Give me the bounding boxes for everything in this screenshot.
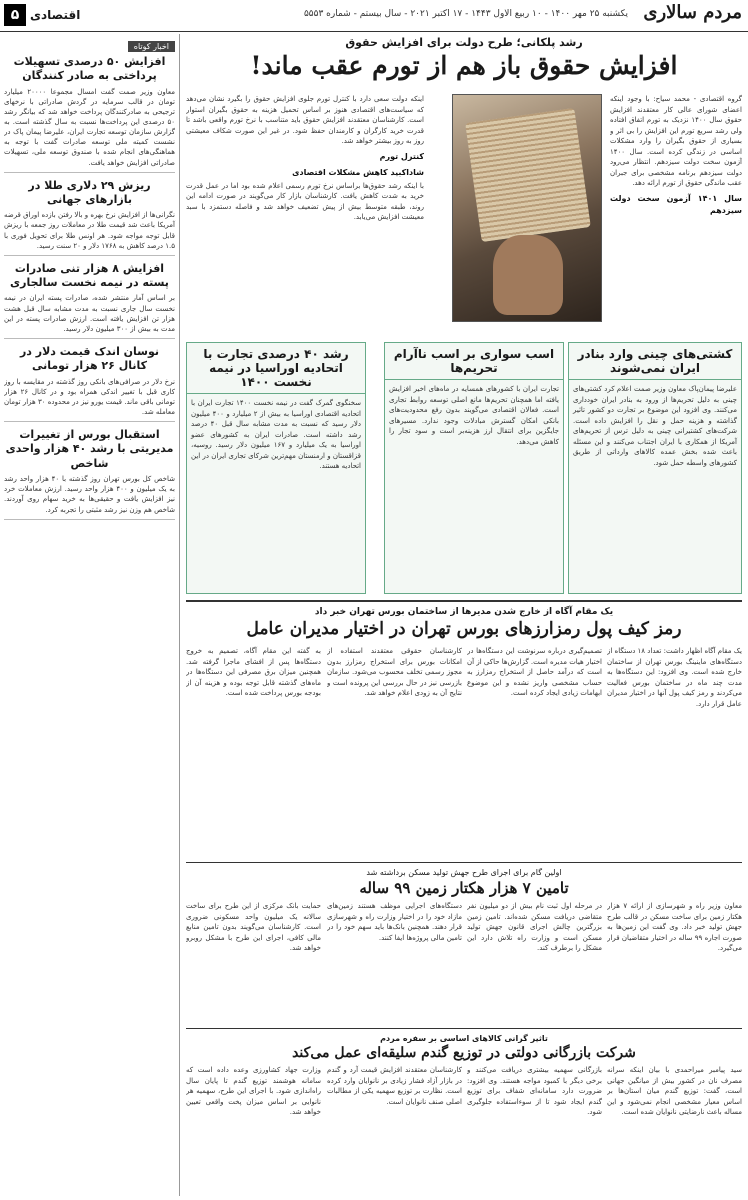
boxed-story-body: سخنگوی گمرک گفت در نیمه نخست ۱۴۰۰ تجارت ایران با اتحادیه اقتصادی اوراسیا به بیش از ۲ میلیارد و ۴۰۰ میلیون دلار رسید که نسبت به مدت مشابه سال قبل ۴۰ درصد رشد داشته است. صادرات ایران به کشورهای عضو اوراسیا به یک میلیارد و ۱۶۷ میلیون دلار رسید. روسیه، قزاقستان و ارمنستان مهم‌ترین شرکای تجاری ایران در این اتحادیه هستند. (191, 399, 362, 470)
page-number: ۵ (4, 4, 26, 26)
lead-byline: شاداکبید کاهش مشکلات اقتصادی (292, 167, 424, 177)
story-column: حمایت بانک مرکزی از این طرح برای ساخت سالانه یک میلیون واحد مسکونی ضروری است. کارشناسان می‌گویند بدون تامین منابع مالی کافی، اجرای این طرح با مشکل روبرو خواهد شد. (186, 902, 321, 952)
story-column: کارشناسان معتقدند افزایش قیمت آرد و گندم در بازار آزاد فشار زیادی بر نانوایان وارد کرده است. نظارت بر توزیع سهمیه یکی از مطالبات اصلی صنف نانوایان است. (327, 1066, 462, 1106)
story-columns (186, 646, 742, 855)
boxed-story-title: کشتی‌های چینی وارد بنادر ایران نمی‌شوند (569, 343, 741, 380)
lead-column-right (610, 94, 742, 264)
story-column: تصمیم‌گیری درباره سرنوشت این دستگاه‌ها در اختیار هیات مدیره است. گزارش‌ها حاکی از آن است که درآمد حاصل از استخراج رمزارز به حساب مشخصی واریز نشده و این موضوع ابهامات زیادی ایجاد کرده است. (467, 647, 602, 697)
lead-headline[interactable]: افزایش حقوق باز هم از تورم عقب ماند! (250, 51, 678, 80)
story-headline[interactable]: شرکت بازرگانی دولتی در توزیع گندم سلیقه‌ای عمل می‌کند (292, 1045, 636, 1061)
banknote-stack-image (465, 108, 591, 242)
boxed-story-china-ships[interactable] (568, 342, 742, 594)
sidebar-story-title: افزایش ۵۰ درصدی تسهیلات پرداختی به صادر کنندگان (13, 55, 166, 83)
hand-image (493, 235, 563, 315)
story-headline[interactable]: تامین ۷ هزار هکتار زمین ۹۹ ساله (359, 879, 569, 897)
sidebar-tag: اخبار کوتاه (128, 41, 175, 52)
lead-body-text: با اینکه رشد حقوق‌ها براساس نرخ تورم رسمی اعلام شده بود اما در عمل قدرت خرید به شدت کاهش یافت. کارشناسان بازار کار می‌گویند در صورت ادامه این روند، طبقه متوسط بیش از پیش تضعیف خواهد شد و فاصله دستمزد با سبد معیشت افزایش می‌یابد. (186, 181, 424, 221)
sidebar-story-title: نوسان اندک قیمت دلار در کانال ۲۶ هزار تومانی (19, 345, 160, 373)
story-column: کارشناسان حقوقی معتقدند استفاده از امکانات بورس برای استخراج رمزارز بدون مجوز رسمی تخلف محسوب می‌شود. سازمان بازرسی نیز در حال بررسی این پرونده است و نتایج آن به زودی اعلام خواهد شد. (327, 647, 462, 697)
boxed-story-eurasia[interactable] (186, 342, 366, 594)
story-column: یک مقام آگاه اظهار داشت: تعداد ۱۸ دستگاه از دستگاه‌های ماینینگ بورس تهران از ساختمان خارج شده است. وی افزود: این دستگاه‌ها به مدت چند ماه در ساختمان بورس فعالیت می‌کردند و رمز کیف پول آنها در اختیار مدیران عامل قرار دارد. (607, 647, 742, 708)
boxed-story-title: اسب سواری بر اسب ناآرام تحریم‌ها (385, 343, 563, 380)
story-kicker: تاثیر گرانی کالاهای اساسی بر سفره مردم (380, 1034, 548, 1043)
sidebar-story[interactable] (4, 55, 175, 173)
sidebar-story-body: معاون وزیر صمت گفت امسال مجموعا ۲۰۰۰۰ میلیارد تومان در قالب سرمایه در گردش صادراتی با نرخهای ترجیحی به صادرکنندگان پرداخت خواهد شد که بیانگر رشد ۵۰ درصدی این پرداخت‌ها نسبت به سال گذشته است. به گزارش سازمان توسعه تجارت ایران، علیرضا پیمان پاک در نشست کمیته ملی توسعه صادرات گفت با توجه به هماهنگی‌های انجام شده با صندوق توسعه ملی، تسهیلات صادراتی افزایش خواهد یافت. (4, 87, 175, 167)
story-kicker: اولین گام برای اجرای طرح جهش تولید مسکن برداشته شد (366, 868, 562, 877)
lead-kicker: رشد پلکانی؛ طرح دولت برای افزایش حقوق (345, 36, 583, 49)
boxed-story-sanctions[interactable] (384, 342, 564, 594)
story-column: معاون وزیر راه و شهرسازی از ارائه ۷ هزار هکتار زمین برای ساخت مسکن در قالب طرح جهش تولید خبر داد. وی گفت این زمین‌ها به صورت اجاره ۹۹ ساله در اختیار متقاضیان قرار می‌گیرد. (607, 902, 742, 952)
section-title: اقتصادی (30, 8, 81, 22)
boxed-story-body: علیرضا پیمان‌پاک معاون وزیر صمت اعلام کرد کشتی‌های چینی به دلیل تحریم‌ها از ورود به بنادر ایران خودداری می‌کنند. وی افزود این موضوع بر تجارت دو کشور تاثیر گذاشته و هزینه حمل و نقل را افزایش داده است. شرکت‌های کشتیرانی چینی به دلیل ترس از تحریم‌های آمریکا از همکاری با ایران اجتناب می‌کنند و این مسئله باعث شده بخش عمده کالاهای وارداتی از طریق کشورهای واسطه حمل شود. (573, 385, 737, 467)
crypto-story[interactable] (186, 600, 742, 855)
sidebar-story[interactable] (4, 428, 175, 519)
sidebar-story[interactable] (4, 345, 175, 422)
story-column: در مرحله اول ثبت نام بیش از دو میلیون نفر متقاضی دریافت مسکن شده‌اند. تامین زمین بزرگترین چالش اجرای قانون جهش تولید مسکن است و وزارت راه تلاش دارد این مشکل را برطرف کند. (467, 902, 602, 952)
boxed-story-title: رشد ۴۰ درصدی تجارت با اتحادیه اوراسیا در نیمه نخست ۱۴۰۰ (187, 343, 365, 394)
sidebar-story[interactable] (4, 179, 175, 256)
story-column: وزارت جهاد کشاورزی وعده داده است که سامانه هوشمند توزیع گندم تا پایان سال راه‌اندازی شود. با اجرای این طرح، سهمیه هر نانوایی بر اساس میزان پخت واقعی تعیین خواهد شد. (186, 1066, 321, 1116)
sidebar-story-body: نرخ دلار در صرافی‌های بانکی روز گذشته در مقایسه با روز کاری قبل با تغییر اندکی همراه بود و در کانال ۲۶ هزار تومانی باقی ماند. قیمت یورو نیز در محدوده ۳۰ هزار تومان معامله شد. (4, 377, 176, 417)
story-column: بازرگانی سهمیه بیشتری دریافت می‌کنند و برخی دیگر با کمبود مواجه هستند. وی افزود: ضرورت دارد سامانه‌ای شفاف برای توزیع گندم ایجاد شود تا از سوءاستفاده جلوگیری شود. (467, 1066, 602, 1116)
news-sidebar (4, 34, 180, 1196)
sidebar-story-title: ریزش ۲۹ دلاری طلا در بازارهای جهانی (28, 178, 151, 207)
lead-subheading: سال ۱۴۰۱ آزمون سخت دولت سیزدهم (610, 193, 742, 215)
lead-story[interactable] (186, 34, 742, 264)
story-columns (186, 1065, 742, 1196)
sidebar-story-title: استقبال بورس از تغییرات مدیریتی با رشد ۴۰ هزار واحدی شاخص (5, 428, 174, 470)
story-columns (186, 901, 742, 1022)
sidebar-story-body: بر اساس آمار منتشر شده، صادرات پسته ایران در نیمه نخست سال جاری نسبت به مدت مشابه سال قبل هشت هزار تن افزایش یافته است. ارزش صادرات پسته در این مدت به بیش از ۳۰۰ میلیون دلار رسید. (4, 294, 175, 333)
money-stack-photo (452, 94, 602, 322)
sidebar-story[interactable] (4, 262, 175, 339)
lead-column-left (186, 94, 424, 264)
story-kicker: یک مقام آگاه از خارج شدن مدیرها از ساختمان بورس تهران خبر داد (314, 607, 614, 617)
lead-columns (186, 94, 742, 264)
housing-story[interactable] (186, 862, 742, 1022)
lead-body-text: گروه اقتصادی - محمد سیاح: با وجود اینکه اعضای شورای عالی کار معتقدند افزایش حقوق سال ۱۴۰۰ نزدیک به تورم اتفاق افتاده ولی رشد سریع تورم این افزایش را بی اثر و بسیاری از حقوق بگیران را وارد مشکلات اساسی در زندگی کرده است. سال ۱۴۰۰ آزمون سخت دولت سیزدهم. انتظار می‌رود دولت سیزدهم برنامه مشخصی برای جبران عقب ماندگی حقوق از تورم ارائه دهد. (610, 95, 742, 187)
story-column: به گفته این مقام آگاه، تصمیم به خروج دستگاه‌ها پس از افشای ماجرا گرفته شد. همچنین میزان برق مصرفی این دستگاه‌ها در ماه‌های گذشته قابل توجه بوده و هزینه آن از بودجه بورس پرداخت شده است. (186, 647, 321, 697)
story-headline[interactable]: رمز کیف پول رمزارزهای بورس تهران در اختیار مدیران عامل (246, 619, 682, 639)
lead-body-text: اینکه دولت سعی دارد با کنترل تورم جلوی افزایش حقوق را بگیرد نشان می‌دهد که سیاست‌های اقتصادی هنوز بر اساس تحمیل هزینه به حقوق بگیران استوار است. کارشناسان معتقدند افزایش حقوق باید متناسب با نرخ تورم واقعی باشد تا قدرت خرید کارگران و کارمندان حفظ شود. در غیر این صورت شکاف معیشتی روز به روز بیشتر خواهد شد. (186, 95, 424, 145)
story-column: دستگاه‌های اجرایی موظف هستند زمین‌های مازاد خود را در اختیار وزارت راه و شهرسازی قرار دهند. همچنین بانک‌ها باید سهم خود را در تامین مالی پروژه‌ها ایفا کنند. (327, 902, 462, 942)
dateline: یکشنبه ۲۵ مهر ۱۴۰۰ - ۱۰ ربیع الاول ۱۴۴۳ - ۱۷ اکتبر ۲۰۲۱ - سال بیستم - شماره ۵۵۵۳ (303, 9, 628, 19)
sidebar-story-title: افزایش ۸ هزار تنی صادرات پسته در نیمه نخست سالجاری (10, 261, 169, 290)
newspaper-logo: مردم سالاری (643, 2, 742, 23)
masthead (0, 0, 748, 32)
wheat-story[interactable] (186, 1028, 742, 1196)
sidebar-story-body: نگرانی‌ها از افزایش نرخ بهره و بالا رفتن بازده اوراق قرضه آمریکا باعث شد قیمت طلا در معاملات روز جمعه با ریزش قابل توجه مواجه شود. هر اونس طلا برای تحویل فوری با ۱.۵ درصد کاهش به ۱۷۶۸ دلار و ۲۰ سنت رسید. (4, 211, 175, 250)
lead-subheading: کنترل تورم (379, 151, 424, 161)
sidebar-story-body: شاخص کل بورس تهران روز گذشته با ۴۰ هزار واحد رشد به یک میلیون و ۴۰۰ هزار واحد رسید. ارزش معاملات خرد نیز افزایش یافت و حقیقی‌ها به خرید سهام روی آوردند. شاخص هم وزن نیز رشد مثبتی را تجربه کرد. (4, 475, 175, 514)
boxed-story-body: تجارت ایران با کشورهای همسایه در ماه‌های اخیر افزایش یافته اما همچنان تحریم‌ها مانع اصلی توسعه روابط تجاری است. فعالان اقتصادی می‌گویند بدون رفع محدودیت‌های بانکی امکان گسترش مبادلات وجود ندارد. مسیرهای جایگزین برای انتقال ارز هزینه‌بر است و سود تجار را کاهش می‌دهد. (389, 385, 559, 446)
story-column: سید پیامبر میراحمدی با بیان اینکه سرانه مصرف نان در کشور بیش از میانگین جهانی است، گفت: توزیع گندم میان استان‌ها بر اساس معیار مشخصی انجام نمی‌شود و این مساله باعث نارضایتی نانوایان شده است. (607, 1066, 742, 1116)
